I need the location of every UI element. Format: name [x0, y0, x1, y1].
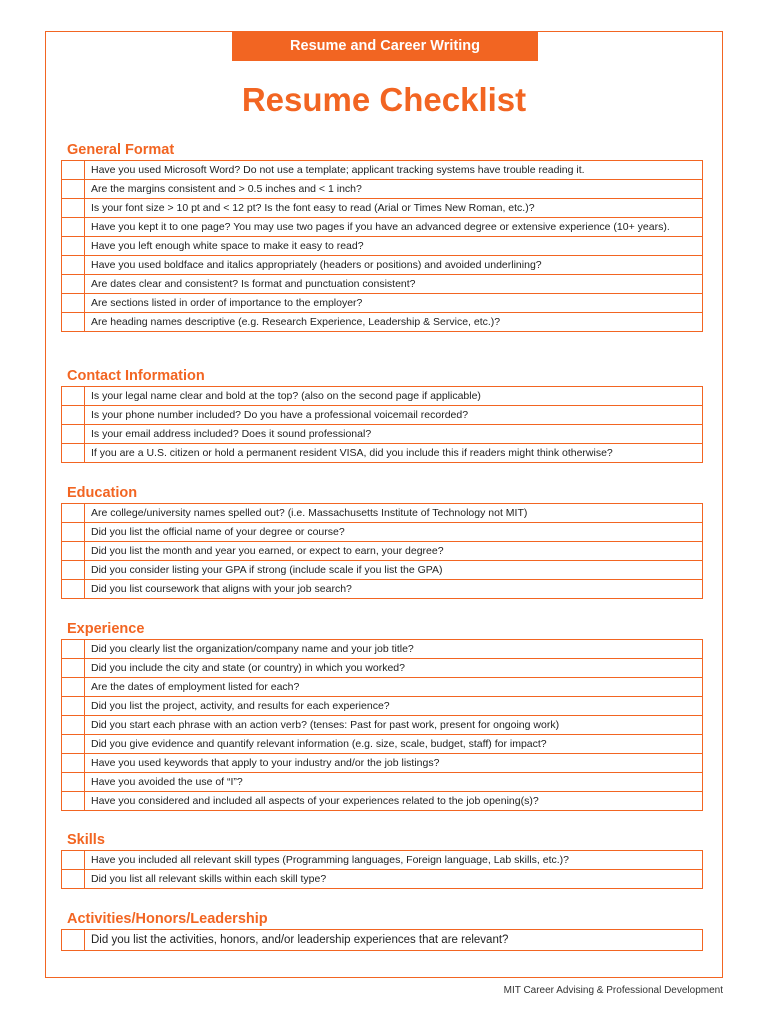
checkbox[interactable]	[62, 697, 85, 715]
checklist-item-text: Did you list all relevant skills within each skill type?	[91, 872, 327, 885]
checklist-row	[62, 504, 702, 522]
checkbox[interactable]	[62, 580, 85, 598]
checklist-row	[62, 851, 702, 869]
checklist-row	[62, 274, 702, 293]
checkbox[interactable]	[62, 735, 85, 753]
checklist-item-text: Have you used keywords that apply to your industry and/or the job listings?	[91, 756, 440, 769]
checkbox[interactable]	[62, 659, 85, 677]
checkbox[interactable]	[62, 678, 85, 696]
checkbox[interactable]	[62, 754, 85, 772]
checklist-table	[61, 503, 703, 599]
checklist-row	[62, 405, 702, 424]
footer-credit: MIT Career Advising & Professional Development	[503, 985, 723, 996]
section-contact-information	[61, 367, 703, 463]
checklist-row	[62, 198, 702, 217]
checklist-item-text: Have you left enough white space to make it easy to read?	[91, 239, 364, 252]
checklist-item-text: Have you avoided the use of “I”?	[91, 775, 243, 788]
checklist-row	[62, 217, 702, 236]
checklist-item-text: Did you consider listing your GPA if strong (include scale if you list the GPA)	[91, 563, 443, 576]
checklist-row	[62, 560, 702, 579]
checklist-row	[62, 424, 702, 443]
page-title: Resume Checklist	[241, 81, 527, 118]
checklist-item-text: Did you include the city and state (or country) in which you worked?	[91, 661, 405, 674]
section-education	[61, 484, 703, 599]
checklist-row	[62, 312, 702, 331]
checklist-row	[62, 522, 702, 541]
checklist-table	[61, 639, 703, 811]
checklist-row	[62, 869, 702, 888]
checklist-item-text: Did you give evidence and quantify relevant information (e.g. size, scale, budget, staff) for impact?	[91, 737, 547, 750]
checkbox[interactable]	[62, 180, 85, 198]
checklist-item-text: Are the margins consistent and > 0.5 inches and < 1 inch?	[91, 182, 362, 195]
section-heading: General Format	[67, 142, 175, 158]
checklist-item-text: Did you clearly list the organization/company name and your job title?	[91, 642, 414, 655]
checklist-row	[62, 443, 702, 462]
checklist-row	[62, 772, 702, 791]
section-general-format	[61, 141, 703, 332]
checkbox[interactable]	[62, 640, 85, 658]
checkbox[interactable]	[62, 523, 85, 541]
checkbox[interactable]	[62, 773, 85, 791]
checklist-row	[62, 293, 702, 312]
checklist-table	[61, 929, 703, 951]
checklist-row	[62, 236, 702, 255]
checklist-item-text: Did you list the month and year you earned, or expect to earn, your degree?	[91, 544, 444, 557]
section-heading: Contact Information	[67, 368, 205, 384]
checkbox[interactable]	[62, 561, 85, 579]
checklist-table	[61, 386, 703, 463]
checklist-row	[62, 715, 702, 734]
section-heading: Skills	[67, 832, 105, 848]
checklist-item-text: Are heading names descriptive (e.g. Research Experience, Leadership & Service, etc.)?	[91, 315, 501, 328]
checkbox[interactable]	[62, 237, 85, 255]
checklist-item-text: Have you used boldface and italics appropriately (headers or positions) and avoided underlining?	[91, 258, 542, 271]
checkbox[interactable]	[62, 294, 85, 312]
checklist-row	[62, 161, 702, 179]
checklist-row	[62, 541, 702, 560]
checklist-row	[62, 930, 702, 950]
checklist-row	[62, 579, 702, 598]
checklist-table	[61, 160, 703, 332]
checkbox[interactable]	[62, 425, 85, 443]
checklist-item-text: Did you list the official name of your degree or course?	[91, 525, 345, 538]
checklist-row	[62, 658, 702, 677]
checklist-row	[62, 179, 702, 198]
checklist-item-text: Is your email address included? Does it sound professional?	[91, 427, 372, 440]
checklist-table	[61, 850, 703, 889]
checklist-row	[62, 677, 702, 696]
checkbox[interactable]	[62, 542, 85, 560]
checkbox[interactable]	[62, 275, 85, 293]
checklist-item-text: If you are a U.S. citizen or hold a permanent resident VISA, did you include this if readers might think otherwise?	[91, 446, 613, 459]
checkbox[interactable]	[62, 870, 85, 888]
category-banner: Resume and Career Writing	[232, 31, 538, 61]
checklist-item-text: Is your font size > 10 pt and < 12 pt? Is the font easy to read (Arial or Times New Roman, etc.)?	[91, 201, 535, 214]
checkbox[interactable]	[62, 444, 85, 462]
checklist-item-text: Are dates clear and consistent? Is format and punctuation consistent?	[91, 277, 416, 290]
section-experience	[61, 620, 703, 811]
checklist-item-text: Have you considered and included all aspects of your experiences related to the job opening(s)?	[91, 794, 539, 807]
checklist-row	[62, 255, 702, 274]
checklist-row	[62, 640, 702, 658]
section-heading: Activities/Honors/Leadership	[67, 911, 268, 927]
checkbox[interactable]	[62, 851, 85, 869]
checkbox[interactable]	[62, 161, 85, 179]
checklist-row	[62, 734, 702, 753]
checklist-item-text: Is your legal name clear and bold at the top? (also on the second page if applicable)	[91, 389, 481, 402]
checklist-row	[62, 753, 702, 772]
checkbox[interactable]	[62, 313, 85, 331]
checklist-item-text: Have you kept it to one page? You may use two pages if you have an advanced degree or extensive experience (10+ years).	[91, 220, 670, 233]
section-heading: Experience	[67, 621, 145, 637]
checklist-item-text: Are the dates of employment listed for each?	[91, 680, 300, 693]
checklist-item-text: Did you list coursework that aligns with your job search?	[91, 582, 352, 595]
checkbox[interactable]	[62, 716, 85, 734]
checkbox[interactable]	[62, 406, 85, 424]
checkbox[interactable]	[62, 199, 85, 217]
checkbox[interactable]	[62, 504, 85, 522]
checklist-row	[62, 791, 702, 810]
checkbox[interactable]	[62, 256, 85, 274]
checkbox[interactable]	[62, 387, 85, 405]
section-skills	[61, 831, 703, 889]
checklist-item-text: Are sections listed in order of importance to the employer?	[91, 296, 363, 309]
checklist-item-text: Did you start each phrase with an action verb? (tenses: Past for past work, present for ongoing work)	[91, 718, 560, 731]
checklist-item-text: Is your phone number included? Do you have a professional voicemail recorded?	[91, 408, 469, 421]
checklist-row	[62, 696, 702, 715]
section-activities-honors-leadership	[61, 910, 703, 951]
checkbox[interactable]	[62, 792, 85, 810]
checkbox[interactable]	[62, 218, 85, 236]
checklist-item-text: Did you list the project, activity, and results for each experience?	[91, 699, 390, 712]
checklist-item-text: Have you used Microsoft Word? Do not use a template; applicant tracking systems have trouble reading it.	[91, 163, 585, 176]
checklist-row	[62, 387, 702, 405]
checklist-item-text: Are college/university names spelled out? (i.e. Massachusetts Institute of Technology not MIT)	[91, 506, 528, 519]
checklist-item-text: Have you included all relevant skill types (Programming languages, Foreign language, Lab skills, etc.)?	[91, 853, 570, 866]
checkbox[interactable]	[62, 930, 85, 950]
section-heading: Education	[67, 485, 138, 501]
checklist-item-text: Did you list the activities, honors, and/or leadership experiences that are relevant?	[91, 933, 509, 946]
